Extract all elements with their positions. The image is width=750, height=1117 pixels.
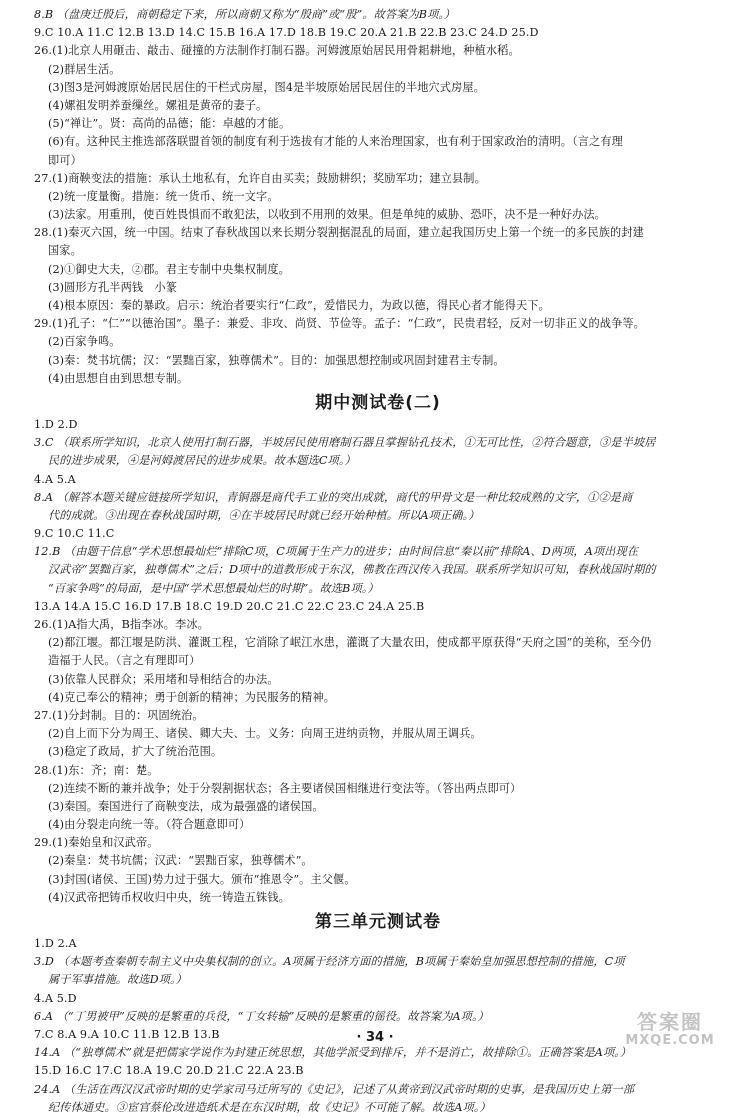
answer-line: 造福于人民。（言之有理即可） [48, 654, 201, 668]
answer-line: (4)由分裂走向统一等。（符合题意即可） [48, 818, 251, 832]
watermark-line-1: 答案圈 [637, 1010, 703, 1034]
answer-line: 26.(1)北京人用砸击、敲击、碰撞的方法制作打制石器。河姆渡原始居民用骨耜耕地，种植水稻。 [34, 44, 520, 58]
answer-line: 1.D 2.D [34, 417, 78, 431]
answer-line: (3)图3是河姆渡原始居民居住的干栏式房屋，图4是半坡原始居民居住的半地穴式房屋。 [48, 80, 485, 94]
answer-line: (3)秦：焚书坑儒；汉：“罢黜百家，独尊儒术”。目的：加强思想控制或巩固封建君主专制。 [48, 353, 505, 367]
answer-line: 3.D （本题考查秦朝专制主义中央集权制的创立。A项属于经济方面的措施，B项属于秦始皇加强思想控制的措施，C项 [34, 955, 625, 969]
answer-line: 4.A 5.A [34, 472, 76, 486]
answer-line: 国家。 [48, 244, 82, 258]
answer-line: (5)“禅让”。贤：高尚的品德；能：卓越的才能。 [48, 117, 291, 131]
answer-line: (6)有。这种民主推选部落联盟首领的制度有利于选拔有才能的人来治理国家，也有利于国家政治的清明。（言之有理 [48, 135, 623, 149]
answer-line: 4.A 5.D [34, 991, 77, 1005]
answer-line: (4)克己奉公的精神；勇于创新的精神；为民服务的精神。 [48, 690, 336, 704]
answer-line: (4)嫘祖发明养蚕缫丝。嫘祖是黄帝的妻子。 [48, 98, 268, 112]
answer-line: (2)自上而下分为周王、诸侯、卿大夫、士。义务：向周王进纳贡物，并服从周王调兵。 [48, 727, 482, 741]
answer-line: (4)根本原因：秦的暴政。启示：统治者要实行“仁政”，爱惜民力，为政以德，得民心者才能得天下。 [48, 299, 550, 312]
answer-page [34, 6, 722, 1117]
answer-line: 8.A （解答本题关键应链接所学知识，青铜器是商代手工业的突出成就，商代的甲骨文是一种比较成熟的文字，①②是商 [34, 490, 633, 504]
section-title-midterm-2: 期中测试卷(二) [315, 392, 441, 413]
section-title-unit-3: 第三单元测试卷 [315, 912, 441, 932]
answer-line: 7.C 8.A 9.A 10.C 11.B 12.B 13.B [34, 1027, 220, 1041]
answer-line: (2)统一度量衡。措施：统一货币、统一文字。 [48, 189, 279, 203]
answer-line: 纪传体通史。③宦官蔡伦改进造纸术是在东汉时期，故《史记》不可能了解。故选A项。） [48, 1100, 491, 1114]
answer-line: (2)连续不断的兼并战争；处于分裂割据状态；各主要诸侯国相继进行变法等。（答出两点即可） [48, 781, 522, 795]
answer-line: 15.D 16.C 17.C 18.A 19.C 20.D 21.C 22.A 23.B [34, 1064, 304, 1078]
answer-line: (3)稳定了政局，扩大了统治范围。 [48, 745, 223, 759]
answer-line: 1.D 2.A [34, 937, 77, 950]
answer-line: 民的进步成果，④是河姆渡居民的进步成果。故本题选C项。） [48, 454, 356, 468]
answer-line: 属于军事措施。故选D项。） [48, 973, 187, 987]
watermark-logo [600, 1012, 740, 1054]
answer-line: 27.(1)商鞅变法的措施：承认土地私有，允许自由买卖；鼓励耕织；奖励军功；建立县制。 [34, 171, 486, 185]
answer-line: “百家争鸣”的局面，是中国“学术思想最灿烂的时期”。故选B项。） [48, 581, 379, 595]
section-2-answers [34, 416, 722, 907]
section-1-answers [34, 6, 722, 388]
answer-line: (2)秦皇：焚书坑儒；汉武：“罢黜百家，独尊儒术”。 [48, 854, 313, 868]
answer-line: (4)由思想自由到思想专制。 [48, 371, 189, 385]
answer-line: (3)依靠人民群众；采用堵和导相结合的办法。 [48, 672, 279, 686]
watermark-line-2: MXQE.COM [625, 1033, 715, 1048]
answer-line: 代的成就。③出现在春秋战国时期，④在半坡居民时就已经开始种植。所以A项正确。） [48, 508, 480, 522]
answer-line: 6.A （“丁男被甲”反映的是繁重的兵役，“丁女转输”反映的是繁重的徭役。故答案为A项。） [34, 1009, 489, 1023]
answer-line: (3)圆形方孔半两钱 小篆 [48, 280, 178, 294]
answer-line: 汉武帝“罢黜百家，独尊儒术”之后；D项中的道教形成于东汉，佛教在西汉传入我国。联系所学知识可知，春秋战国时期的 [48, 563, 656, 577]
page-number: · 34 · [356, 1030, 394, 1045]
answer-line: (3)秦国。秦国进行了商鞅变法，成为最强盛的诸侯国。 [48, 799, 324, 813]
answer-line: (2)①御史大夫，②郡。君主专制中央集权制度。 [48, 262, 290, 276]
answer-line: (2)百家争鸣。 [48, 335, 121, 349]
answer-line: 29.(1)孔子：“仁”“以德治国”。墨子：兼爱、非攻、尚贤、节俭等。孟子：“仁政”，民贵君轻，反对一切非正义的战争等。 [34, 317, 645, 331]
answer-line: 3.C （联系所学知识，北京人使用打制石器，半坡居民使用磨制石器且掌握钻孔技术，①无可比性，②符合题意，③是半坡居 [34, 436, 656, 450]
answer-line: (3)法家。用重刑，使百姓畏惧而不敢犯法，以收到不用刑的效果。但是单纯的威胁、恐吓，决不是一种好办法。 [48, 208, 606, 222]
answer-line: (4)汉武帝把铸币权收归中央，统一铸造五铢钱。 [48, 890, 290, 904]
answer-line: 26.(1)A指大禹，B指李冰。李冰。 [34, 618, 209, 631]
answer-line: 8.B （盘庚迁殷后，商朝稳定下来，所以商朝又称为“殷商”或“殷”。故答案为B项。） [34, 8, 456, 21]
answer-line: (2)群居生活。 [48, 62, 121, 76]
answer-line: 9.C 10.A 11.C 12.B 13.D 14.C 15.B 16.A 17.D 18.B 19.C 20.A 21.B 22.B 23.C 24.D 25.D [34, 26, 539, 40]
answer-line: 29.(1)秦始皇和汉武帝。 [34, 836, 159, 850]
answer-line: 27.(1)分封制。目的：巩固统治。 [34, 708, 204, 722]
answer-line: 28.(1)东：齐；南：楚。 [34, 763, 159, 777]
answer-line: 28.(1)秦灭六国，统一中国。结束了春秋战国以来长期分裂割据混乱的局面，建立起我国历史上第一个统一的多民族的封建 [34, 226, 644, 240]
answer-line: 14.A （“独尊儒术”就是把儒家学说作为封建正统思想，其他学派受到排斥，并不是消亡，故排除①。正确答案是A项。） [34, 1046, 632, 1060]
answer-line: 即可） [48, 153, 82, 167]
answer-line: 24.A （生活在西汉汉武帝时期的史学家司马迁所写的《史记》，记述了从黄帝到汉武帝时期的史事，是我国历史上第一部 [34, 1082, 634, 1096]
answer-line: 12.B （由题干信息“学术思想最灿烂”排除C项，C项属于生产力的进步；由时间信息“秦以前”排除A、D两项，A项出现在 [34, 545, 639, 559]
answer-line: 13.A 14.A 15.C 16.D 17.B 18.C 19.D 20.C 21.C 22.C 23.C 24.A 25.B [34, 599, 425, 613]
answer-line: (2)都江堰。都江堰是防洪、灌溉工程，它消除了岷江水患，灌溉了大量农田，使成都平原获得“天府之国”的美称，至今仍 [48, 636, 652, 650]
answer-line: (3)封国(诸侯、王国)势力过于强大。颁布“推恩令”。主父偃。 [48, 872, 356, 886]
answer-line: 9.C 10.C 11.C [34, 527, 115, 541]
